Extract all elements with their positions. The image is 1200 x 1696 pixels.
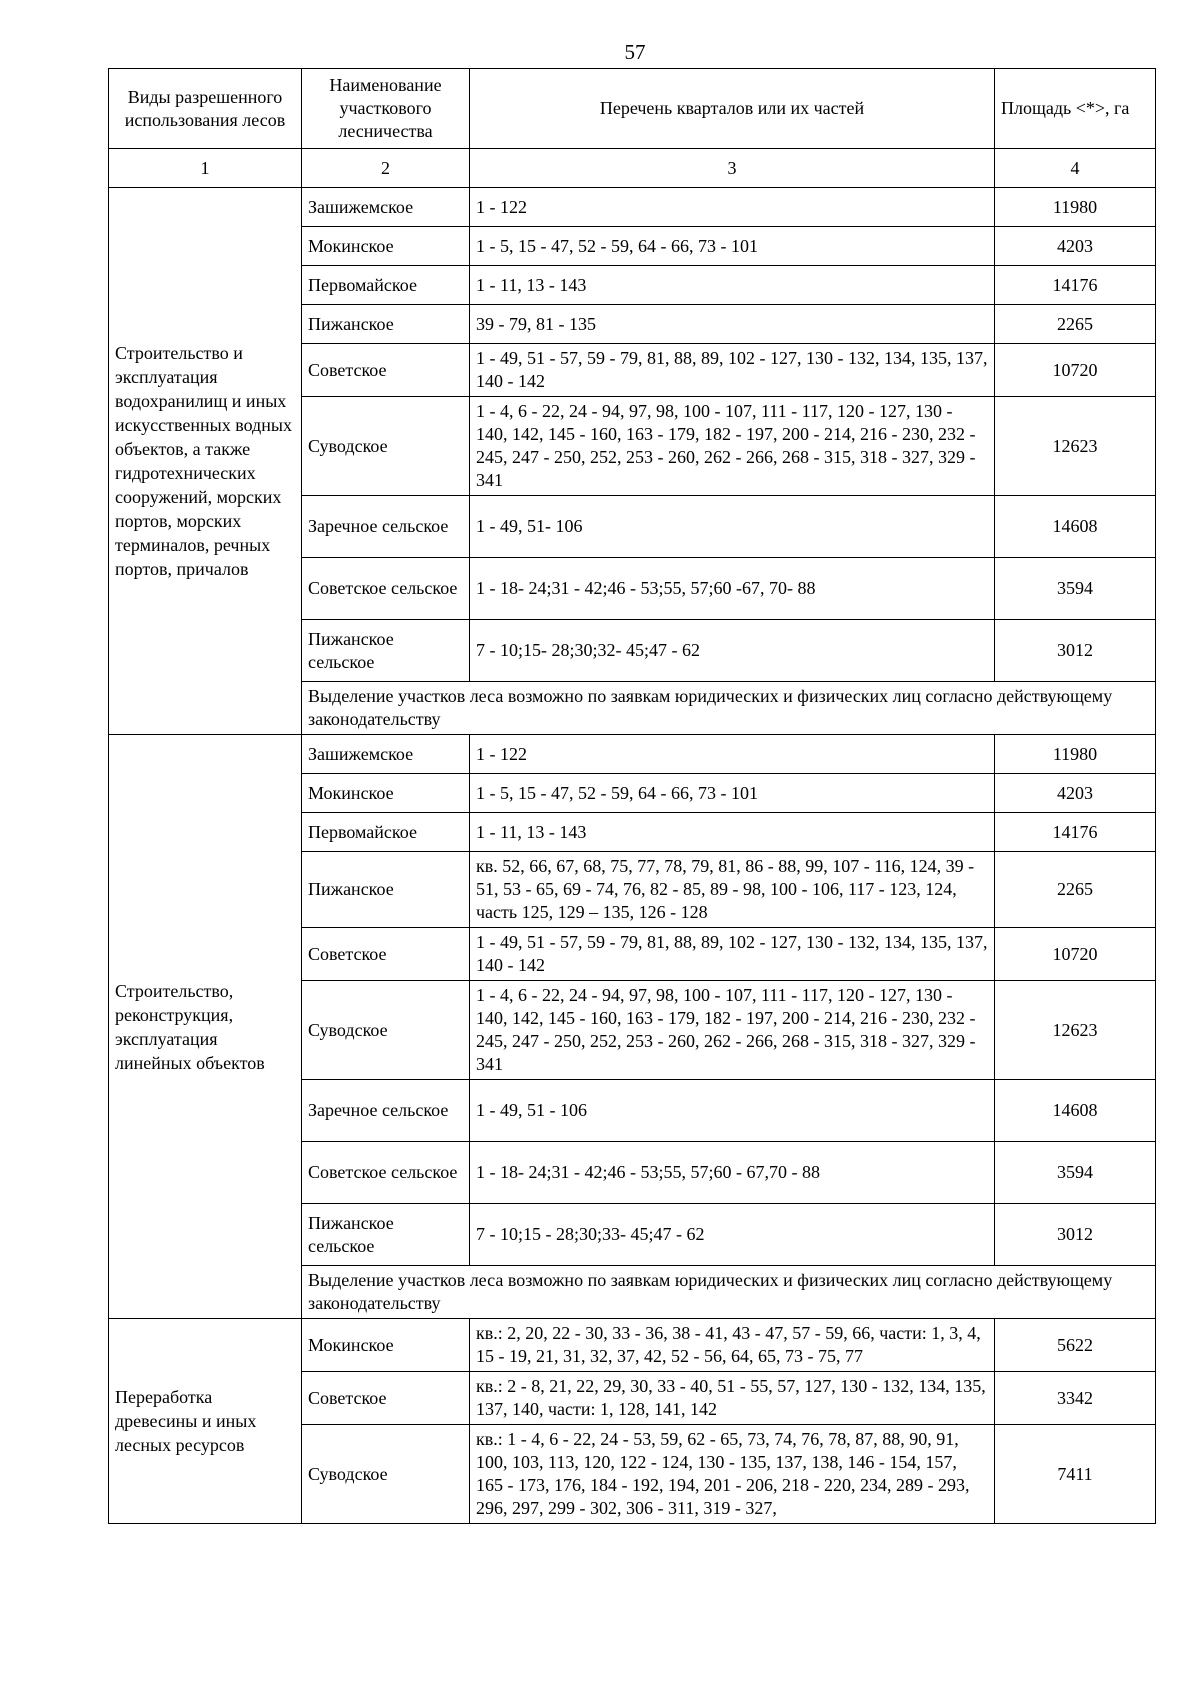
area-cell: 4203 [995, 774, 1156, 813]
header-area: Площадь <*>, га [995, 69, 1156, 149]
quarters-cell: 1 - 49, 51 - 106 [470, 1080, 995, 1142]
forestry-cell: Зашижемское [302, 188, 470, 227]
quarters-cell: 39 - 79, 81 - 135 [470, 305, 995, 344]
column-number: 2 [302, 149, 470, 188]
forestry-cell: Пижанское [302, 852, 470, 928]
quarters-cell: 1 - 5, 15 - 47, 52 - 59, 64 - 66, 73 - 101 [470, 774, 995, 813]
quarters-cell: кв.: 2 - 8, 21, 22, 29, 30, 33 - 40, 51 - 55, 57, 127, 130 - 132, 134, 135, 137, 140, части: 1, 128, 141, 142 [470, 1372, 995, 1425]
quarters-cell: 7 - 10;15 - 28;30;33- 45;47 - 62 [470, 1204, 995, 1266]
forestry-cell: Первомайское [302, 813, 470, 852]
quarters-cell: 1 - 4, 6 - 22, 24 - 94, 97, 98, 100 - 107, 111 - 117, 120 - 127, 130 - 140, 142, 145 - 160, 163 - 179, 182 - 197, 200 - 214, 216 - 230, 232 - 245, 247 - 250, 252, 253 - 260, 262 - 266, 268 - 315, 318 - 327, 329 - 341 [470, 397, 995, 496]
header-use-type: Виды разрешенного использования лесов [109, 69, 302, 149]
quarters-cell: 1 - 11, 13 - 143 [470, 813, 995, 852]
table-row [109, 188, 1156, 227]
forestry-cell: Советское [302, 1372, 470, 1425]
area-cell: 12623 [995, 397, 1156, 496]
area-cell: 14608 [995, 496, 1156, 558]
area-cell: 14608 [995, 1080, 1156, 1142]
quarters-cell: 1 - 49, 51- 106 [470, 496, 995, 558]
quarters-cell: 1 - 122 [470, 735, 995, 774]
table-header-row [109, 69, 1156, 149]
area-cell: 5622 [995, 1319, 1156, 1372]
area-cell: 11980 [995, 188, 1156, 227]
area-cell: 14176 [995, 266, 1156, 305]
header-quarters-list: Перечень кварталов или их частей [470, 69, 995, 149]
area-cell: 2265 [995, 852, 1156, 928]
forestry-cell: Советское сельское [302, 1142, 470, 1204]
forestry-cell: Мокинское [302, 227, 470, 266]
use-type-cell: Строительство и эксплуатация водохранилищ и иных искусственных водных объектов, а также гидротехнических сооружений, морских портов, морских терминалов, речных портов, причалов [109, 188, 302, 735]
area-cell: 11980 [995, 735, 1156, 774]
table-row [109, 1319, 1156, 1372]
quarters-cell: 1 - 49, 51 - 57, 59 - 79, 81, 88, 89, 102 - 127, 130 - 132, 134, 135, 137, 140 - 142 [470, 344, 995, 397]
forestry-cell: Суводское [302, 1425, 470, 1524]
page-number: 57 [624, 40, 646, 64]
column-number: 1 [109, 149, 302, 188]
quarters-cell: 1 - 122 [470, 188, 995, 227]
forestry-cell: Пижанское сельское [302, 1204, 470, 1266]
forestry-cell: Советское [302, 928, 470, 981]
area-cell: 10720 [995, 344, 1156, 397]
quarters-cell: кв.: 1 - 4, 6 - 22, 24 - 53, 59, 62 - 65, 73, 74, 76, 78, 87, 88, 90, 91, 100, 103, 113, 120, 122 - 124, 130 - 135, 137, 138, 146 - 154, 157, 165 - 173, 176, 184 - 192, 194, 201 - 206, 218 - 220, 234, 289 - 293, 296, 297, 299 - 302, 306 - 311, 319 - 327, [470, 1425, 995, 1524]
forestry-cell: Пижанское [302, 305, 470, 344]
forestry-cell: Заречное сельское [302, 1080, 470, 1142]
area-cell: 3342 [995, 1372, 1156, 1425]
quarters-cell: 7 - 10;15- 28;30;32- 45;47 - 62 [470, 620, 995, 682]
area-cell: 3594 [995, 1142, 1156, 1204]
forestry-cell: Мокинское [302, 774, 470, 813]
area-cell: 3012 [995, 620, 1156, 682]
forestry-cell: Советское [302, 344, 470, 397]
forestry-cell: Заречное сельское [302, 496, 470, 558]
table-row [109, 735, 1156, 774]
quarters-cell: 1 - 49, 51 - 57, 59 - 79, 81, 88, 89, 102 - 127, 130 - 132, 134, 135, 137, 140 - 142 [470, 928, 995, 981]
column-number-row [109, 149, 1156, 188]
column-number: 4 [995, 149, 1156, 188]
note-cell: Выделение участков леса возможно по заявкам юридических и физических лиц согласно действующему законодательству [302, 1266, 1156, 1319]
forestry-cell: Суводское [302, 981, 470, 1080]
forestry-cell: Мокинское [302, 1319, 470, 1372]
quarters-cell: 1 - 18- 24;31 - 42;46 - 53;55, 57;60 -67, 70- 88 [470, 558, 995, 620]
header-forestry-name: Наименование участкового лесничества [302, 69, 470, 149]
use-type-cell: Строительство, реконструкция, эксплуатация линейных объектов [109, 735, 302, 1319]
area-cell: 7411 [995, 1425, 1156, 1524]
quarters-cell: 1 - 4, 6 - 22, 24 - 94, 97, 98, 100 - 107, 111 - 117, 120 - 127, 130 - 140, 142, 145 - 160, 163 - 179, 182 - 197, 200 - 214, 216 - 230, 232 - 245, 247 - 250, 252, 253 - 260, 262 - 266, 268 - 315, 318 - 327, 329 - 341 [470, 981, 995, 1080]
quarters-cell: 1 - 5, 15 - 47, 52 - 59, 64 - 66, 73 - 101 [470, 227, 995, 266]
column-number: 3 [470, 149, 995, 188]
area-cell: 2265 [995, 305, 1156, 344]
area-cell: 14176 [995, 813, 1156, 852]
forest-use-table [108, 68, 1156, 1524]
quarters-cell: кв. 52, 66, 67, 68, 75, 77, 78, 79, 81, 86 - 88, 99, 107 - 116, 124, 39 - 51, 53 - 65, 69 - 74, 76, 82 - 85, 89 - 98, 100 - 106, 117 - 123, 124, часть 125, 129 – 135, 126 - 128 [470, 852, 995, 928]
note-cell: Выделение участков леса возможно по заявкам юридических и физических лиц согласно действующему законодательству [302, 682, 1156, 735]
quarters-cell: 1 - 11, 13 - 143 [470, 266, 995, 305]
area-cell: 3012 [995, 1204, 1156, 1266]
forestry-cell: Зашижемское [302, 735, 470, 774]
forestry-cell: Пижанское сельское [302, 620, 470, 682]
area-cell: 10720 [995, 928, 1156, 981]
area-cell: 3594 [995, 558, 1156, 620]
use-type-cell: Переработка древесины и иных лесных ресурсов [109, 1319, 302, 1524]
quarters-cell: кв.: 2, 20, 22 - 30, 33 - 36, 38 - 41, 43 - 47, 57 - 59, 66, части: 1, 3, 4, 15 - 19, 21, 31, 32, 37, 42, 52 - 56, 64, 65, 73 - 75, 77 [470, 1319, 995, 1372]
area-cell: 12623 [995, 981, 1156, 1080]
forestry-cell: Суводское [302, 397, 470, 496]
forestry-cell: Первомайское [302, 266, 470, 305]
forestry-cell: Советское сельское [302, 558, 470, 620]
quarters-cell: 1 - 18- 24;31 - 42;46 - 53;55, 57;60 - 67,70 - 88 [470, 1142, 995, 1204]
area-cell: 4203 [995, 227, 1156, 266]
